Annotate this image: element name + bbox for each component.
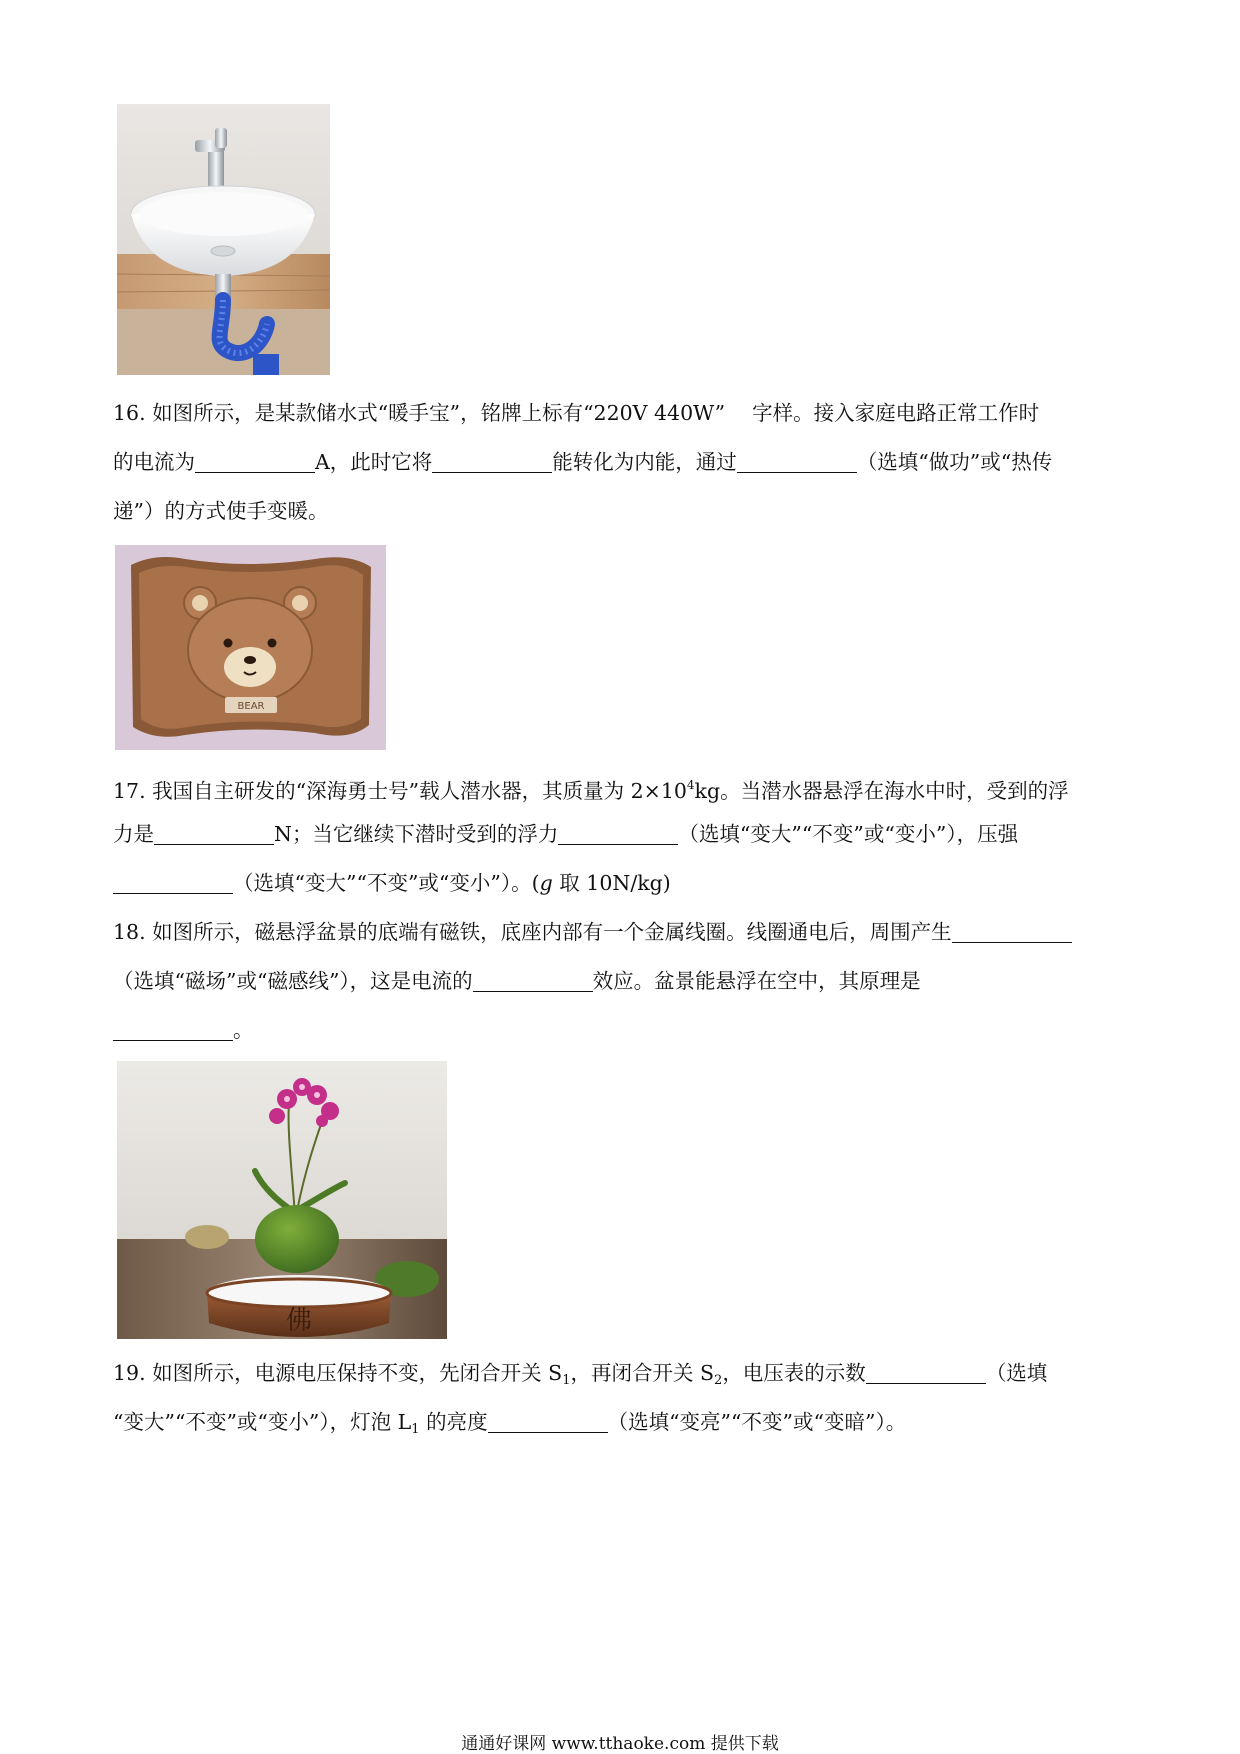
answer-blank[interactable]	[113, 867, 233, 894]
answer-blank[interactable]	[952, 916, 1072, 943]
page-footer: 通通好课网 www.tthaoke.com 提供下载	[461, 1734, 779, 1754]
washbasin-image	[117, 104, 330, 375]
q16-line1: 16. 如图所示，是某款储水式“暖手宝”，铭牌上标有“220V 440W” 字样。接入家庭电路正常工作时	[113, 401, 1040, 425]
hand-warmer-image	[115, 545, 386, 750]
answer-blank[interactable]	[154, 818, 274, 845]
answer-blank[interactable]	[866, 1357, 986, 1384]
maglev-bonsai-image	[117, 1061, 447, 1339]
bonsai-base-mark: 佛	[285, 1306, 313, 1336]
question-18: 18. 如图所示，磁悬浮盆景的底端有磁铁，底座内部有一个金属线圈。线圈通电后，周围产生 （选填“磁场”或“磁感线”），这是电流的 效应。盆景能悬浮在空中，其原理是 。	[113, 908, 1133, 1055]
answer-blank[interactable]	[737, 446, 857, 473]
question-19: 19. 如图所示，电源电压保持不变，先闭合开关 $S_1$，再闭合开关 $S_2$，电压表的示数 （选填 “变大”“不变”或“变小”），灯泡 $L_1$ 的亮度 （选填“变亮”“不变”或“变暗”）。	[113, 1349, 1133, 1447]
answer-blank[interactable]	[432, 446, 552, 473]
answer-blank[interactable]	[195, 446, 315, 473]
question-16: 16. 如图所示，是某款储水式“暖手宝”，铭牌上标有“220V 440W” 字样。接入家庭电路正常工作时 的电流为 A，此时它将 能转化为内能，通过 （选填“做功”或“热传 递”）的方式使手变暖。	[113, 401, 1053, 523]
bear-label: BEAR	[237, 701, 265, 712]
answer-blank[interactable]	[473, 965, 593, 992]
answer-blank[interactable]	[558, 818, 678, 845]
answer-blank[interactable]	[488, 1406, 608, 1433]
q16-line3: 递”）的方式使手变暖。	[113, 499, 329, 523]
answer-blank[interactable]	[113, 1014, 233, 1041]
question-17: 17. 我国自主研发的“深海勇士号”载人潜水器，其质量为 $2\times 10^4kg$。当潜水器悬浮在海水中时，受到的浮 力是 N；当它继续下潜时受到的浮力 （选填“变大”“不变”或“变小”），压强 （选填“变大”“不变”或“变小”）。(g 取 10N/kg)	[113, 778, 1069, 895]
